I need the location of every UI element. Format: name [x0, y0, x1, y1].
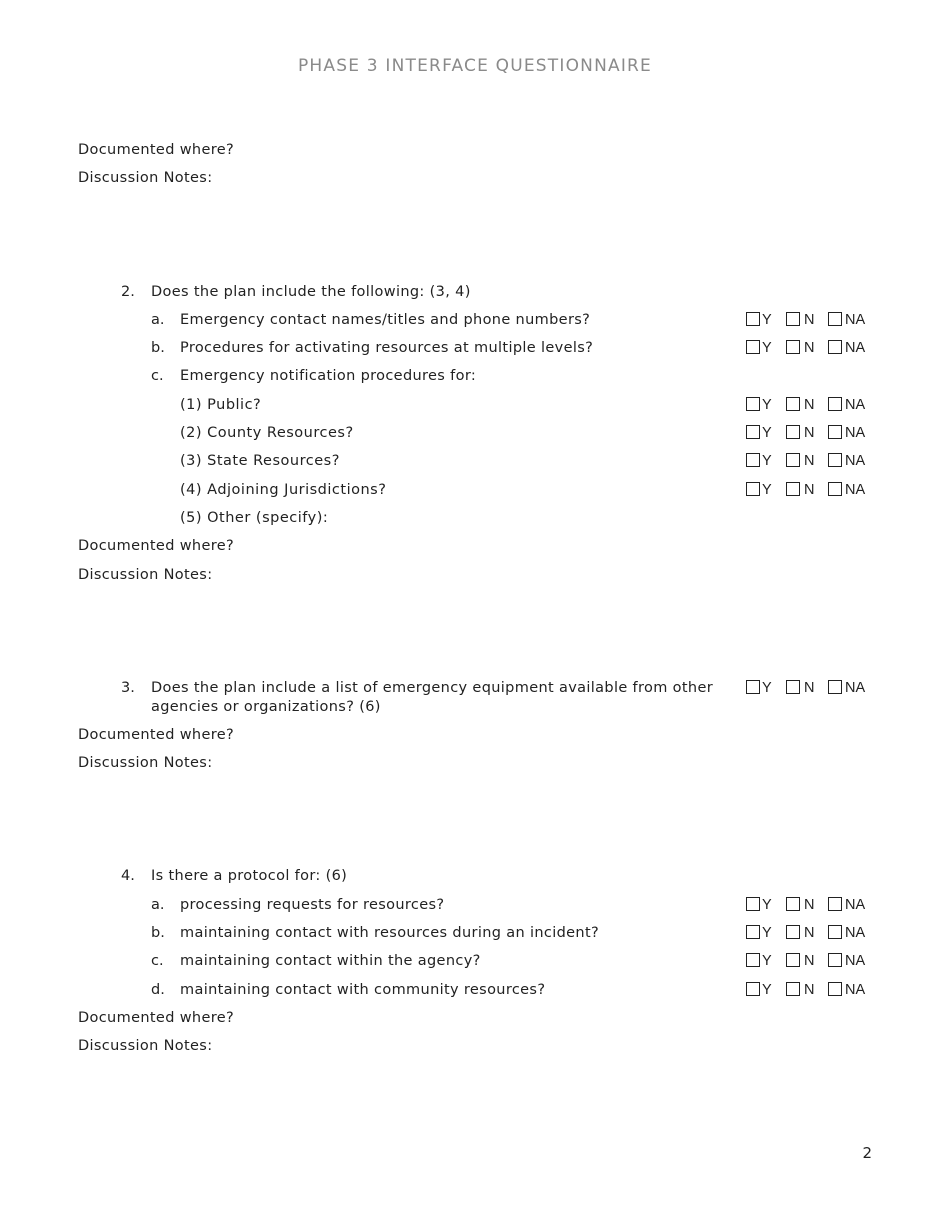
checkbox-yes[interactable] [746, 925, 760, 939]
yes-label: Y [762, 397, 772, 413]
yes-label: Y [762, 453, 772, 469]
discussion-notes-label: Discussion Notes: [78, 1038, 213, 1054]
q4-item-b-text: maintaining contact with resources during an incident? [180, 925, 600, 941]
question-4-text: Is there a protocol for: (6) [151, 868, 348, 884]
q2-item-a-letter: a. [151, 312, 165, 328]
q4a-answer-group [746, 896, 876, 914]
checkbox-na[interactable] [828, 425, 842, 439]
yes-label: Y [762, 982, 772, 998]
discussion-notes-label: Discussion Notes: [78, 755, 213, 771]
q2-c1-text: (1) Public? [180, 397, 262, 413]
no-label: N [804, 397, 815, 413]
checkbox-no[interactable] [786, 453, 800, 467]
yes-label: Y [762, 312, 772, 328]
checkbox-yes[interactable] [746, 312, 760, 326]
q2c3-answer-group [746, 452, 876, 470]
na-label: NA [845, 982, 866, 998]
checkbox-no[interactable] [786, 312, 800, 326]
checkbox-no[interactable] [786, 397, 800, 411]
no-label: N [804, 925, 815, 941]
q2b-answer-group [746, 339, 876, 357]
checkbox-yes[interactable] [746, 897, 760, 911]
discussion-notes-label: Discussion Notes: [78, 170, 213, 186]
no-label: N [804, 482, 815, 498]
checkbox-na[interactable] [828, 925, 842, 939]
checkbox-na[interactable] [828, 482, 842, 496]
q2c2-answer-group [746, 424, 876, 442]
q2c1-answer-group [746, 396, 876, 414]
checkbox-na[interactable] [828, 397, 842, 411]
question-4-number: 4. [121, 868, 135, 884]
checkbox-yes[interactable] [746, 953, 760, 967]
na-label: NA [845, 953, 866, 969]
documented-where-label: Documented where? [78, 538, 235, 554]
yes-label: Y [762, 953, 772, 969]
q4c-answer-group [746, 952, 876, 970]
na-label: NA [845, 397, 866, 413]
na-label: NA [845, 425, 866, 441]
q2-c3-text: (3) State Resources? [180, 453, 340, 469]
checkbox-na[interactable] [828, 312, 842, 326]
q4-item-a-letter: a. [151, 897, 165, 913]
na-label: NA [845, 897, 866, 913]
no-label: N [804, 425, 815, 441]
page-header-title: PHASE 3 INTERFACE QUESTIONNAIRE [297, 56, 653, 76]
q2-c4-text: (4) Adjoining Jurisdictions? [180, 482, 387, 498]
checkbox-no[interactable] [786, 425, 800, 439]
no-label: N [804, 897, 815, 913]
na-label: NA [845, 680, 866, 696]
checkbox-no[interactable] [786, 680, 800, 694]
q2-item-b-text: Procedures for activating resources at multiple levels? [180, 340, 594, 356]
yes-label: Y [762, 425, 772, 441]
question-3-text-line1: Does the plan include a list of emergency equipment available from other [151, 680, 714, 696]
no-label: N [804, 953, 815, 969]
no-label: N [804, 340, 815, 356]
q4-item-c-text: maintaining contact within the agency? [180, 953, 481, 969]
checkbox-na[interactable] [828, 453, 842, 467]
question-3-text-line2: agencies or organizations? (6) [151, 699, 381, 715]
checkbox-no[interactable] [786, 897, 800, 911]
discussion-notes-label: Discussion Notes: [78, 567, 213, 583]
q4b-answer-group [746, 924, 876, 942]
question-3-number: 3. [121, 680, 135, 696]
checkbox-no[interactable] [786, 953, 800, 967]
q2a-answer-group [746, 311, 876, 329]
q4-item-a-text: processing requests for resources? [180, 897, 445, 913]
na-label: NA [845, 340, 866, 356]
q2-item-a-text: Emergency contact names/titles and phone numbers? [180, 312, 591, 328]
q2c4-answer-group [746, 481, 876, 499]
q2-c5-text: (5) Other (specify): [180, 510, 329, 526]
q2-item-c-text: Emergency notification procedures for: [180, 368, 477, 384]
checkbox-na[interactable] [828, 680, 842, 694]
q2-item-b-letter: b. [151, 340, 165, 356]
yes-label: Y [762, 925, 772, 941]
checkbox-na[interactable] [828, 953, 842, 967]
no-label: N [804, 680, 815, 696]
yes-label: Y [762, 897, 772, 913]
question-2-text: Does the plan include the following: (3, 4) [151, 284, 471, 300]
q4-item-b-letter: b. [151, 925, 165, 941]
checkbox-yes[interactable] [746, 340, 760, 354]
na-label: NA [845, 312, 866, 328]
checkbox-no[interactable] [786, 340, 800, 354]
page-number: 2 [862, 1144, 872, 1162]
checkbox-yes[interactable] [746, 680, 760, 694]
documented-where-label: Documented where? [78, 142, 235, 158]
q4-item-d-text: maintaining contact with community resources? [180, 982, 546, 998]
documented-where-label: Documented where? [78, 1010, 235, 1026]
checkbox-yes[interactable] [746, 482, 760, 496]
yes-label: Y [762, 680, 772, 696]
checkbox-no[interactable] [786, 982, 800, 996]
na-label: NA [845, 453, 866, 469]
na-label: NA [845, 925, 866, 941]
na-label: NA [845, 482, 866, 498]
yes-label: Y [762, 482, 772, 498]
no-label: N [804, 312, 815, 328]
q4d-answer-group [746, 981, 876, 999]
q2-item-c-letter: c. [151, 368, 164, 384]
checkbox-yes[interactable] [746, 982, 760, 996]
checkbox-na[interactable] [828, 340, 842, 354]
checkbox-no[interactable] [786, 925, 800, 939]
q4-item-d-letter: d. [151, 982, 165, 998]
checkbox-yes[interactable] [746, 453, 760, 467]
q3-answer-group [746, 679, 876, 697]
no-label: N [804, 453, 815, 469]
yes-label: Y [762, 340, 772, 356]
checkbox-yes[interactable] [746, 397, 760, 411]
checkbox-na[interactable] [828, 897, 842, 911]
q2-c2-text: (2) County Resources? [180, 425, 354, 441]
checkbox-yes[interactable] [746, 425, 760, 439]
checkbox-no[interactable] [786, 482, 800, 496]
q4-item-c-letter: c. [151, 953, 164, 969]
checkbox-na[interactable] [828, 982, 842, 996]
no-label: N [804, 982, 815, 998]
question-2-number: 2. [121, 284, 135, 300]
documented-where-label: Documented where? [78, 727, 235, 743]
